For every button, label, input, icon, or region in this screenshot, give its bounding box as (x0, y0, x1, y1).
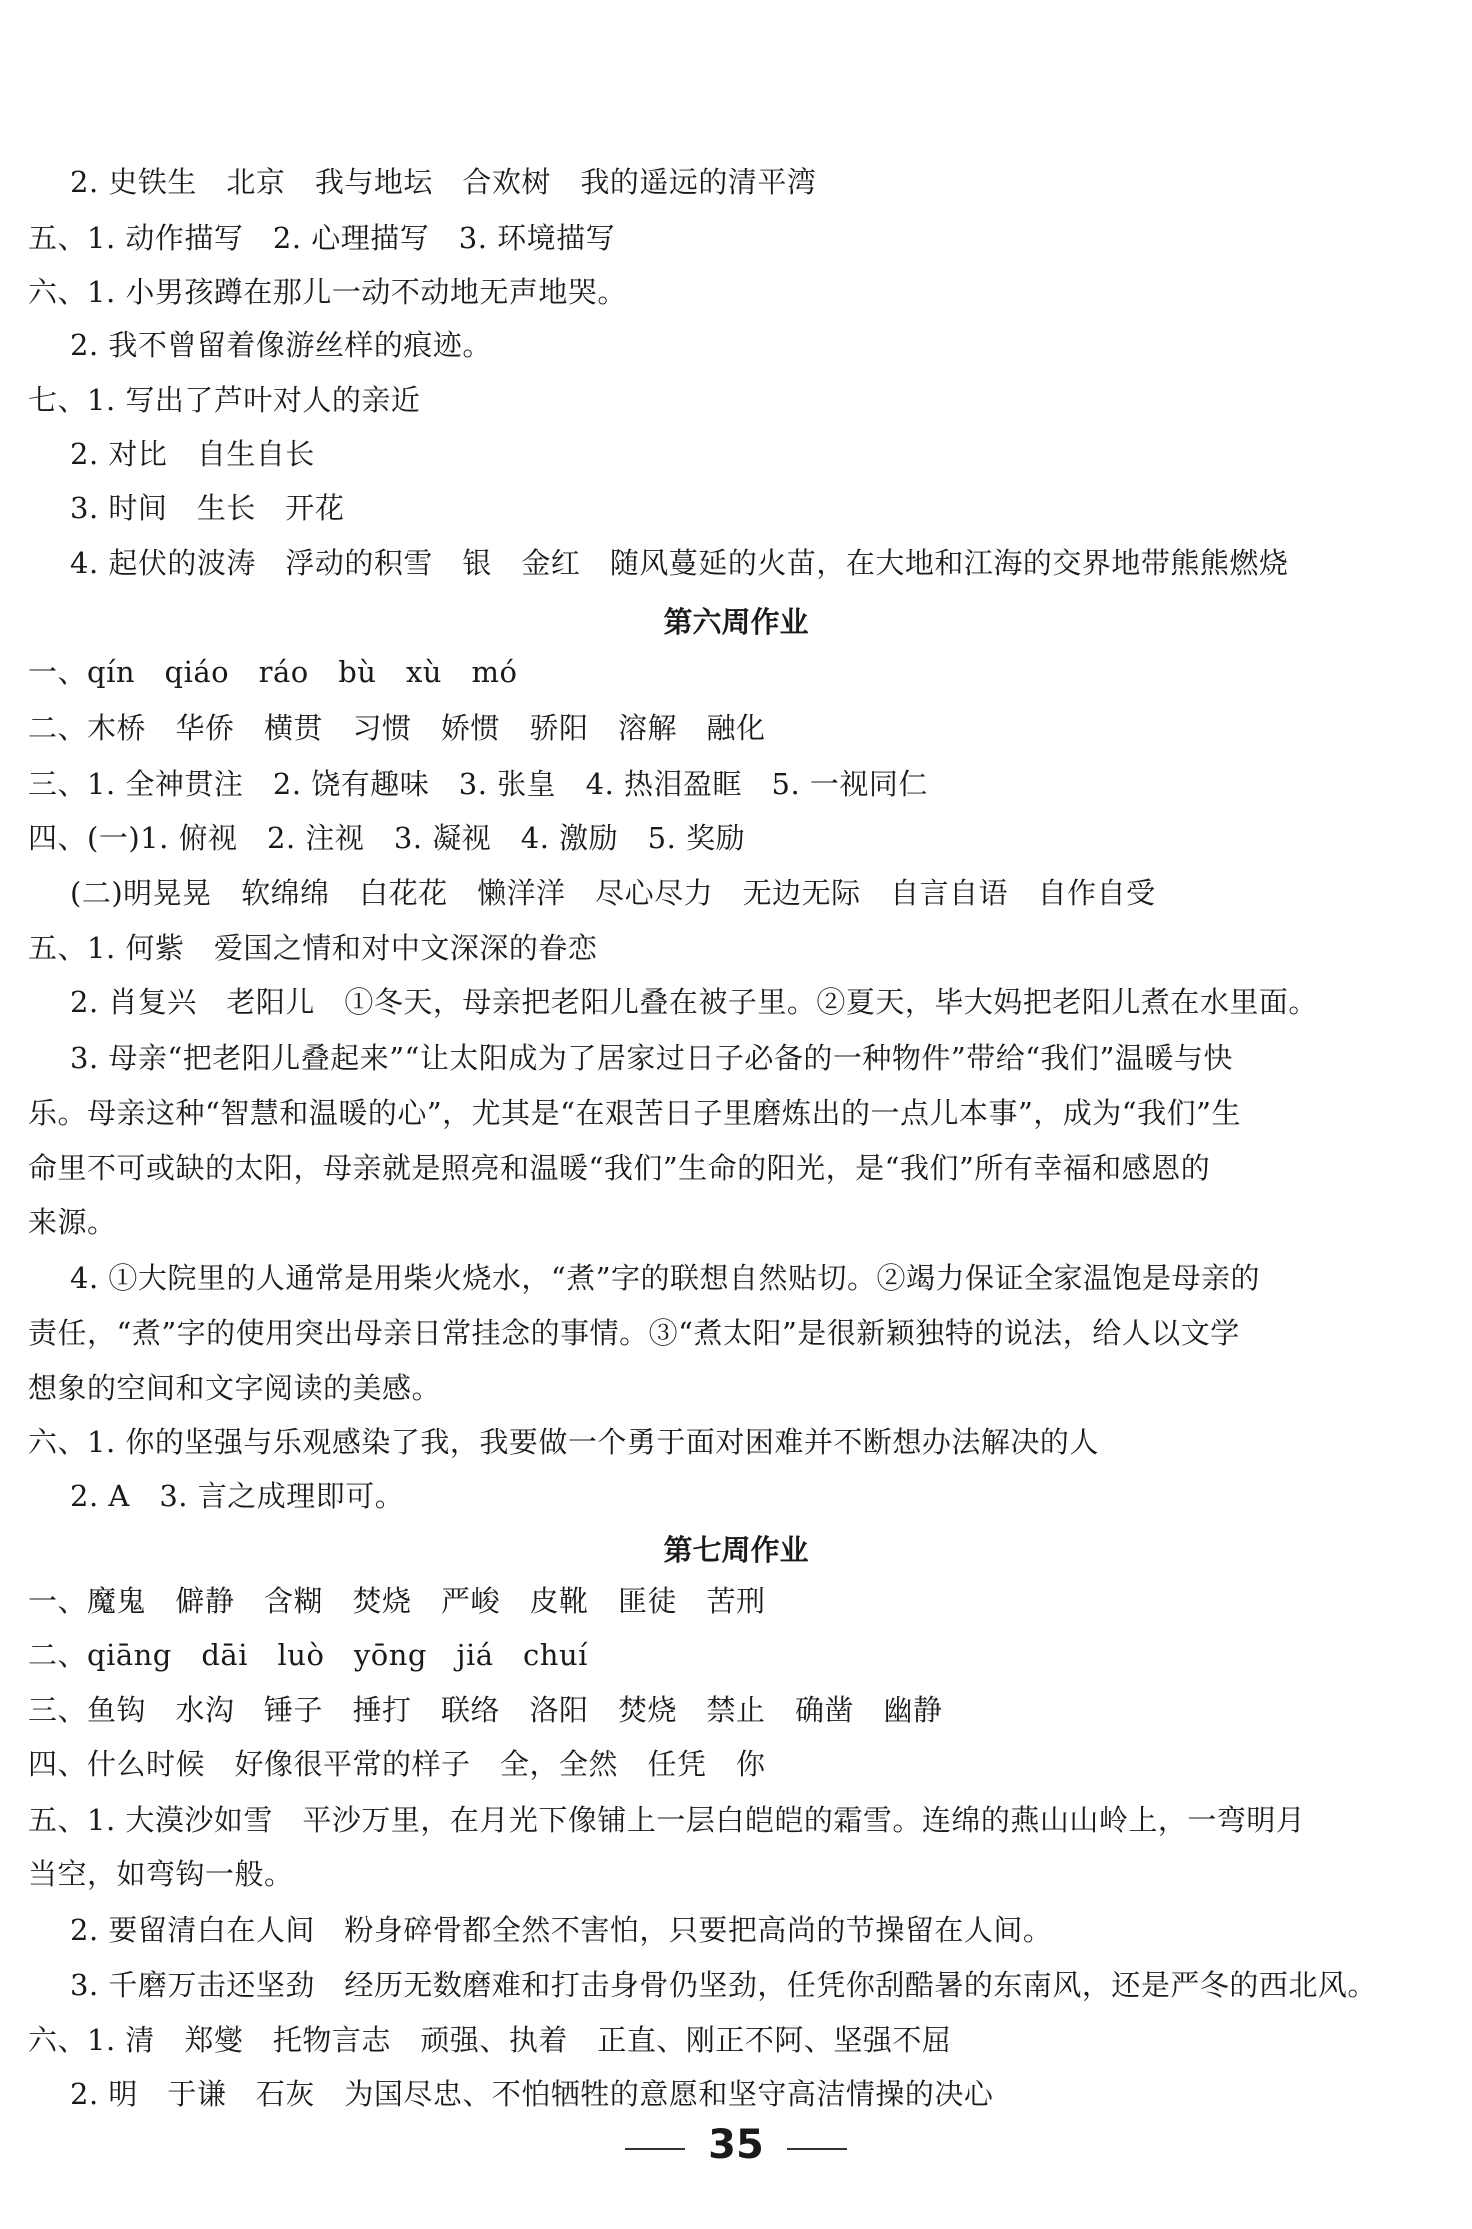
week6-line: 乐。母亲这种“智慧和温暖的心”，尤其是“在艰苦日子里磨炼出的一点儿本事”，成为“我们”生 (28, 1096, 1241, 1130)
week6-line: 二、木桥 华侨 横贯 习惯 娇惯 骄阳 溶解 融化 (28, 711, 766, 745)
week5-line: 4. 起伏的波涛 浮动的积雪 银 金红 随风蔓延的火苗，在大地和江海的交界地带熊熊燃烧 (70, 546, 1289, 580)
section-title-week6: 第六周作业 (663, 605, 809, 639)
week5-line: 3. 时间 生长 开花 (70, 491, 345, 525)
week7-line: 四、什么时候 好像很平常的样子 全，全然 任凭 你 (28, 1747, 766, 1781)
week6-line: 四、(一)1. 俯视 2. 注视 3. 凝视 4. 激励 5. 奖励 (28, 821, 746, 855)
week6-line: (二)明晃晃 软绵绵 白花花 懒洋洋 尽心尽力 无边无际 自言自语 自作自受 (70, 876, 1156, 910)
section-title-week7: 第七周作业 (663, 1533, 809, 1567)
week7-line: 三、鱼钩 水沟 锤子 捶打 联络 洛阳 焚烧 禁止 确凿 幽静 (28, 1693, 943, 1727)
week7-line: 3. 千磨万击还坚劲 经历无数磨难和打击身骨仍坚劲，任凭你刮酷暑的东南风，还是严冬的西北风。 (70, 1968, 1377, 2002)
week6-line: 3. 母亲“把老阳儿叠起来”“让太阳成为了居家过日子必备的一种物件”带给“我们”温暖与快 (70, 1041, 1233, 1075)
week7-line: 一、魔鬼 僻静 含糊 焚烧 严峻 皮靴 匪徒 苦刑 (28, 1584, 766, 1618)
week7-line: 六、1. 清 郑燮 托物言志 顽强、执着 正直、刚正不阿、坚强不屈 (28, 2023, 952, 2057)
week7-line: 2. 要留清白在人间 粉身碎骨都全然不害怕，只要把高尚的节操留在人间。 (70, 1913, 1053, 1947)
week5-line: 五、1. 动作描写 2. 心理描写 3. 环境描写 (28, 221, 616, 255)
week6-line: 2. 肖复兴 老阳儿 ①冬天，母亲把老阳儿叠在被子里。②夏天，毕大妈把老阳儿煮在水里面。 (70, 985, 1318, 1019)
week5-line: 七、1. 写出了芦叶对人的亲近 (28, 383, 421, 417)
week5-line: 2. 我不曾留着像游丝样的痕迹。 (70, 328, 492, 362)
week6-line: 想象的空间和文字阅读的美感。 (28, 1371, 442, 1405)
week6-line: 4. ①大院里的人通常是用柴火烧水，“煮”字的联想自然贴切。②竭力保证全家温饱是母亲的 (70, 1261, 1261, 1295)
week7-line: 2. 明 于谦 石灰 为国尽忠、不怕牺牲的意愿和坚守高洁情操的决心 (70, 2077, 994, 2111)
week6-line: 来源。 (28, 1205, 117, 1239)
week6-line: 责任，“煮”字的使用突出母亲日常挂念的事情。③“煮太阳”是很新颖独特的说法，给人以文学 (28, 1316, 1240, 1350)
week6-line: 命里不可或缺的太阳，母亲就是照亮和温暖“我们”生命的阳光，是“我们”所有幸福和感恩的 (28, 1151, 1211, 1185)
week5-line: 六、1. 小男孩蹲在那儿一动不动地无声地哭。 (28, 275, 627, 309)
week7-line: 当空，如弯钩一般。 (28, 1857, 294, 1891)
week6-line: 2. A 3. 言之成理即可。 (70, 1479, 405, 1513)
week6-line: 一、qín qiáo ráo bù xù mó (28, 655, 518, 689)
page-number: 35 (708, 2122, 764, 2168)
week7-line: 二、qiāng dāi luò yōng jiá chuí (28, 1638, 588, 1672)
week5-line: 2. 史铁生 北京 我与地坛 合欢树 我的遥远的清平湾 (70, 165, 817, 199)
week5-line: 2. 对比 自生自长 (70, 437, 315, 471)
week6-line: 五、1. 何紫 爱国之情和对中文深深的眷恋 (28, 931, 598, 965)
week7-line: 五、1. 大漠沙如雪 平沙万里，在月光下像铺上一层白皑皑的霜雪。连绵的燕山山岭上，一弯明月 (28, 1803, 1306, 1837)
page-number-dash-right (787, 2148, 847, 2150)
week6-line: 三、1. 全神贯注 2. 饶有趣味 3. 张皇 4. 热泪盈眶 5. 一视同仁 (28, 767, 928, 801)
week6-line: 六、1. 你的坚强与乐观感染了我，我要做一个勇于面对困难并不断想办法解决的人 (28, 1425, 1099, 1459)
